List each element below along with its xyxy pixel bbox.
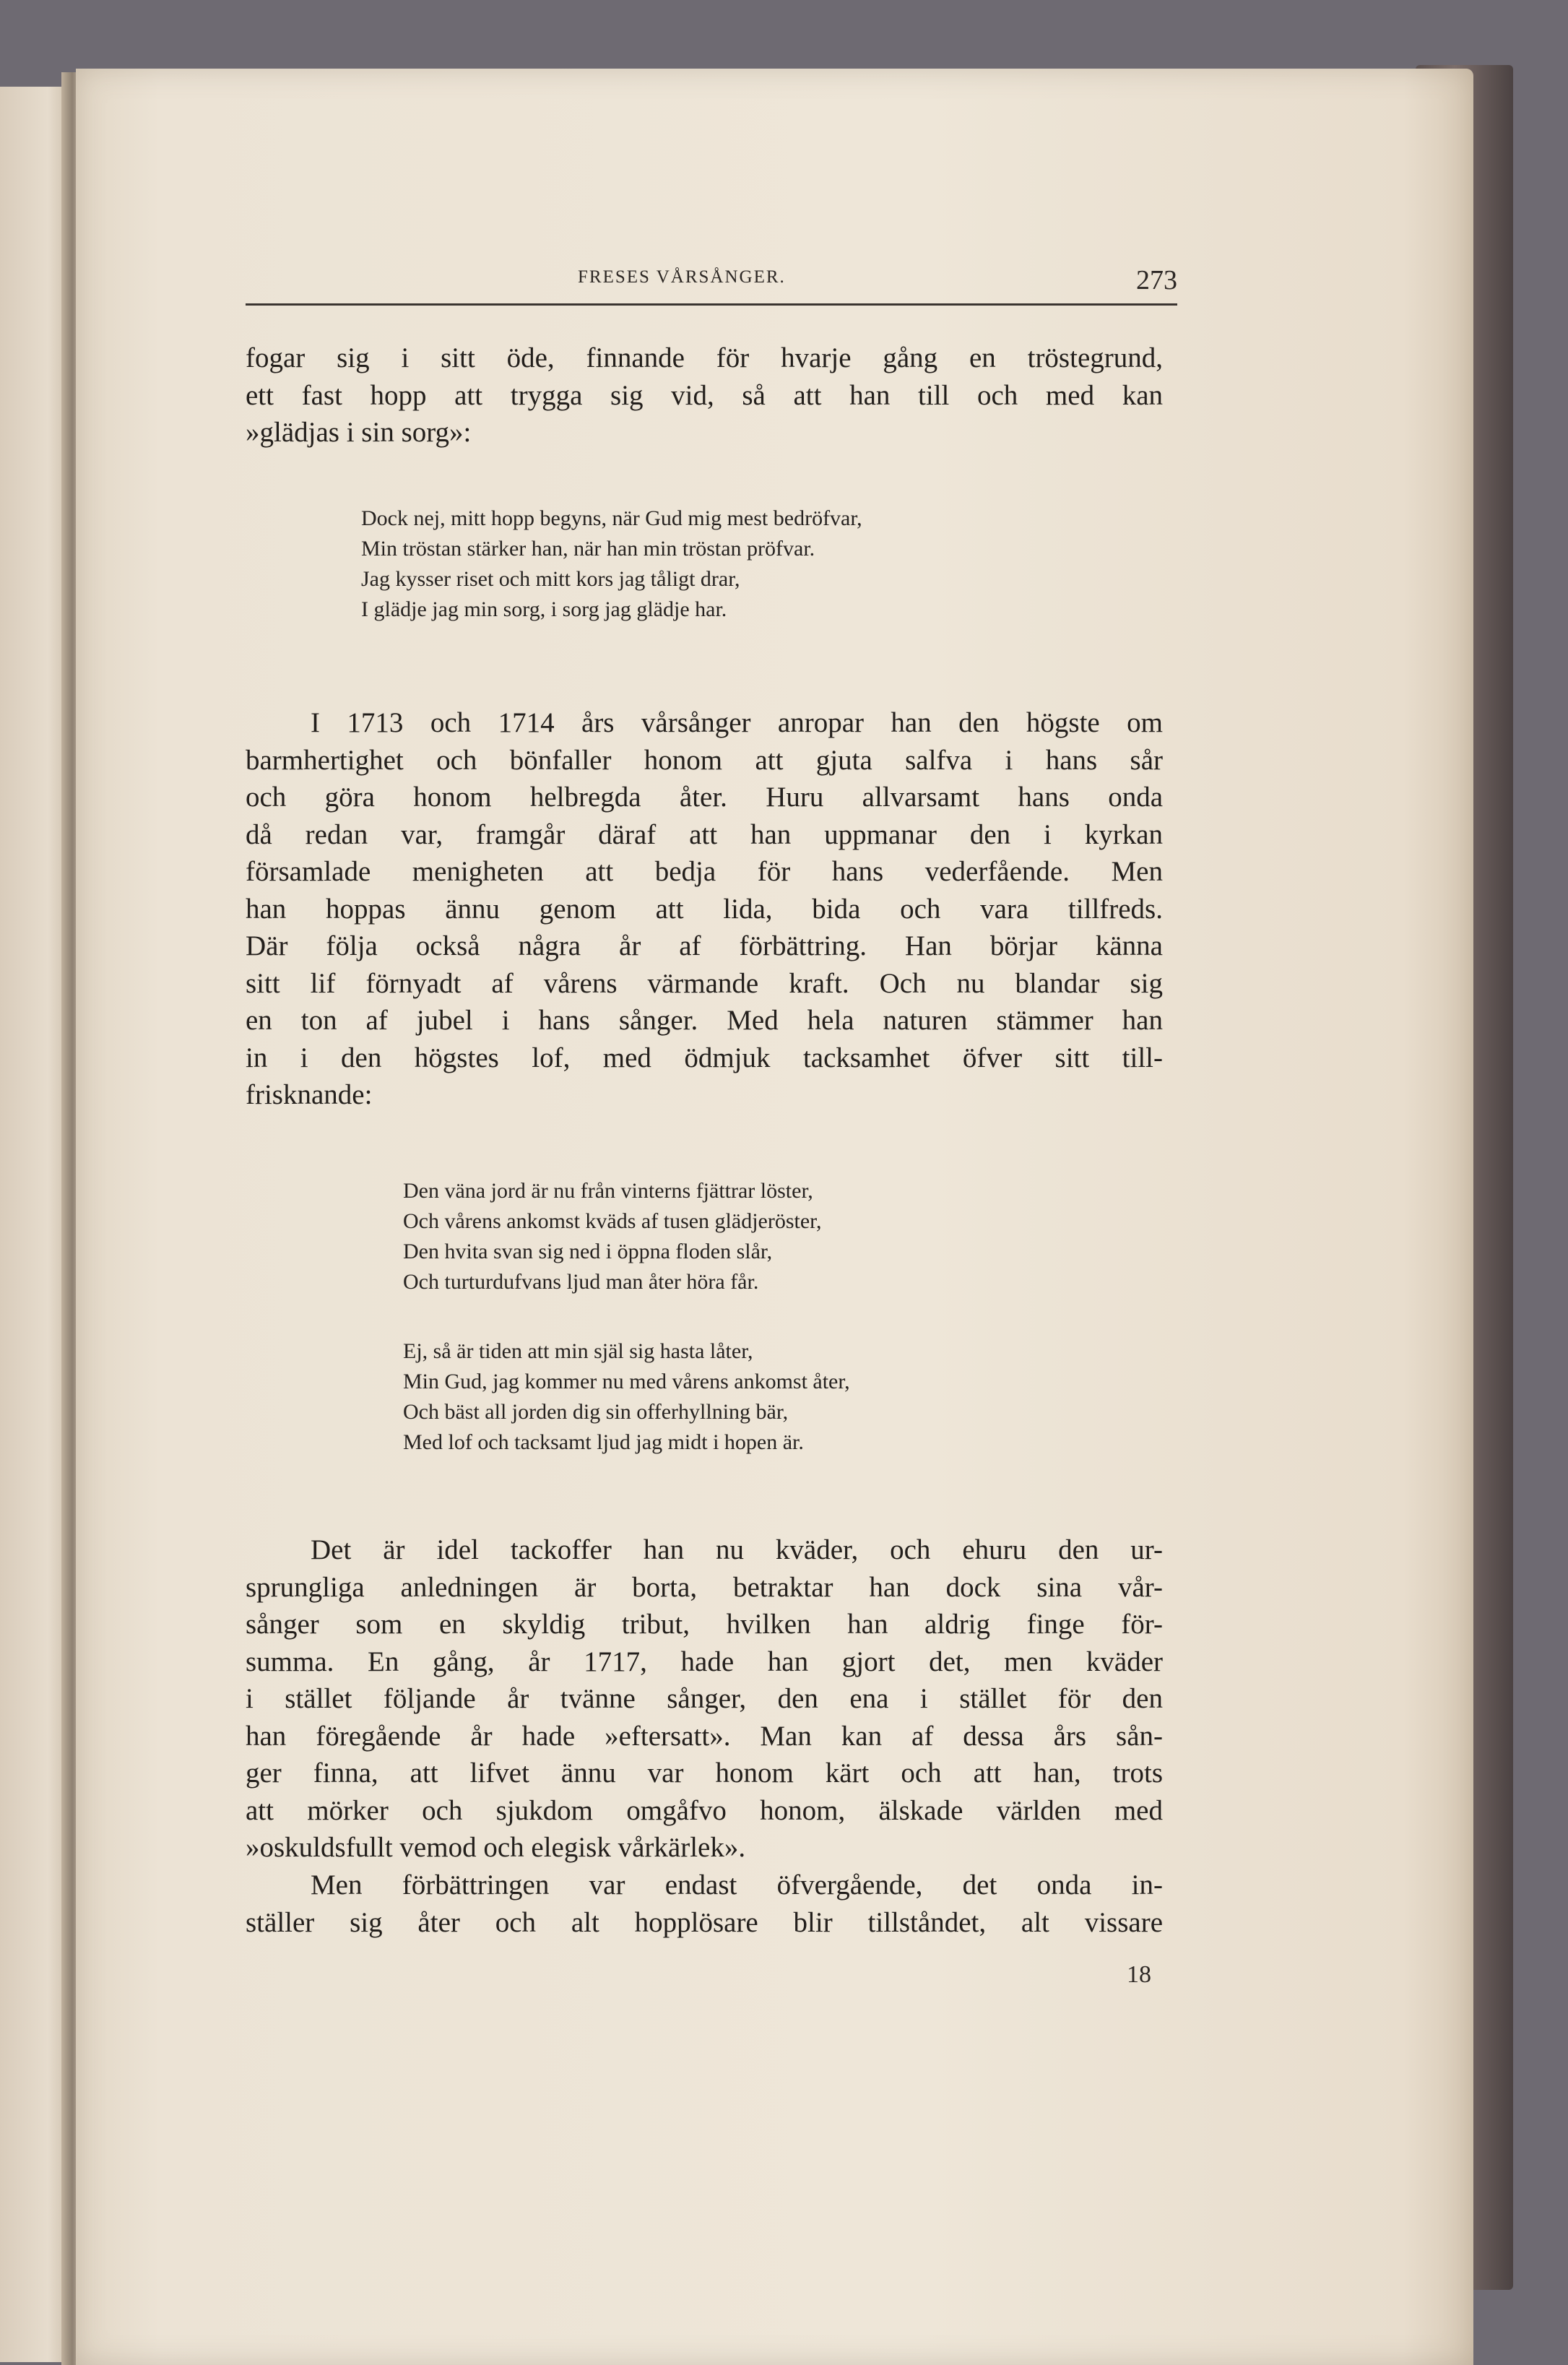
text-line: han föregående år hade »eftersatt». Man kan af dessa års sån- — [246, 1720, 1163, 1752]
verse-line: Den hvita svan sig ned i öppna floden slår, — [403, 1240, 773, 1263]
running-title: FRESES VÅRSÅNGER. — [578, 267, 786, 287]
text-line: Det är idel tackoffer han nu kväder, och ehuru den ur- — [311, 1534, 1163, 1565]
verse-1 — [361, 503, 862, 625]
text-line: en ton af jubel i hans sånger. Med hela naturen stämmer han — [246, 1005, 1163, 1036]
text-line: I 1713 och 1714 års vårsånger anropar han den högste om — [311, 707, 1163, 738]
text-line: ställer sig åter och alt hopplösare blir tillståndet, alt vissare — [246, 1906, 1163, 1938]
paragraph-1 — [246, 340, 1163, 451]
text-line: fogar sig i sitt öde, finnande för hvarje gång en tröstegrund, — [246, 342, 1163, 373]
verse-2 — [403, 1176, 821, 1297]
running-head — [246, 260, 1177, 306]
text-line: att mörker och sjukdom omgåfvo honom, älskade världen med — [246, 1794, 1163, 1826]
text-line: »glädjas i sin sorg»: — [246, 417, 472, 448]
text-line: han hoppas ännu genom att lida, bida och vara tillfreds. — [246, 893, 1163, 925]
text-line: »oskuldsfullt vemod och elegisk vårkärlek». — [246, 1832, 746, 1863]
text-line: summa. En gång, år 1717, hade han gjort det, men kväder — [246, 1646, 1163, 1677]
text-line: då redan var, framgår däraf att han uppmanar den i kyrkan — [246, 818, 1163, 850]
text-line: barmhertighet och bönfaller honom att gjuta salfva i hans sår — [246, 744, 1163, 776]
verse-line: Och vårens ankomst kväds af tusen glädjeröster, — [403, 1209, 822, 1233]
verse-line: Min Gud, jag kommer nu med vårens ankomst åter, — [403, 1370, 850, 1393]
text-line: sitt lif förnyadt af vårens värmande kraft. Och nu blandar sig — [246, 967, 1163, 999]
paragraph-2 — [246, 704, 1163, 1114]
text-line: in i den högstes lof, med ödmjuk tacksamhet öfver sitt till- — [246, 1042, 1163, 1073]
verse-line: Min tröstan stärker han, när han min tröstan pröfvar. — [361, 537, 815, 561]
text-line: Men förbättringen var endast öfvergående, det onda in- — [311, 1869, 1163, 1901]
verse-line: Och turturdufvans ljud man åter höra får. — [403, 1270, 759, 1294]
text-line: Där följa också några år af förbättring. Han börjar känna — [246, 930, 1163, 961]
verse-line: Med lof och tacksamt ljud jag midt i hopen är. — [403, 1430, 804, 1454]
verse-line: Och bäst all jorden dig sin offerhyllning bär, — [403, 1400, 789, 1424]
verse-line: Dock nej, mitt hopp begyns, när Gud mig mest bedröfvar, — [361, 506, 862, 530]
verse-line: Jag kysser riset och mitt kors jag tåligt drar, — [361, 567, 740, 591]
paragraph-4 — [246, 1867, 1163, 1941]
verse-line: Den väna jord är nu från vinterns fjättrar löster, — [403, 1179, 813, 1203]
verse-3 — [403, 1336, 850, 1458]
text-line: och göra honom helbregda åter. Huru allvarsamt hans onda — [246, 782, 1163, 813]
paragraph-3 — [246, 1531, 1163, 1867]
text-line: ger finna, att lifvet ännu var honom kärt och att han, trots — [246, 1757, 1163, 1789]
text-line: församlade menigheten att bedja för hans vederfående. Men — [246, 856, 1163, 887]
text-line: i stället följande år tvänne sånger, den ena i stället för den — [246, 1683, 1163, 1714]
signature-mark: 18 — [1127, 1961, 1151, 1988]
verse-line: I glädje jag min sorg, i sorg jag glädje har. — [361, 597, 727, 621]
verse-line: Ej, så är tiden att min själ sig hasta låter, — [403, 1339, 753, 1363]
text-line: ett fast hopp att trygga sig vid, så att han till och med kan — [246, 379, 1163, 411]
text-line: sånger som en skyldig tribut, hvilken han aldrig finge för- — [246, 1609, 1163, 1640]
facing-page-edge — [0, 87, 69, 2362]
page-number: 273 — [1136, 265, 1177, 295]
text-line: frisknande: — [246, 1079, 373, 1110]
text-line: sprungliga anledningen är borta, betraktar han dock sina vår- — [246, 1571, 1163, 1603]
